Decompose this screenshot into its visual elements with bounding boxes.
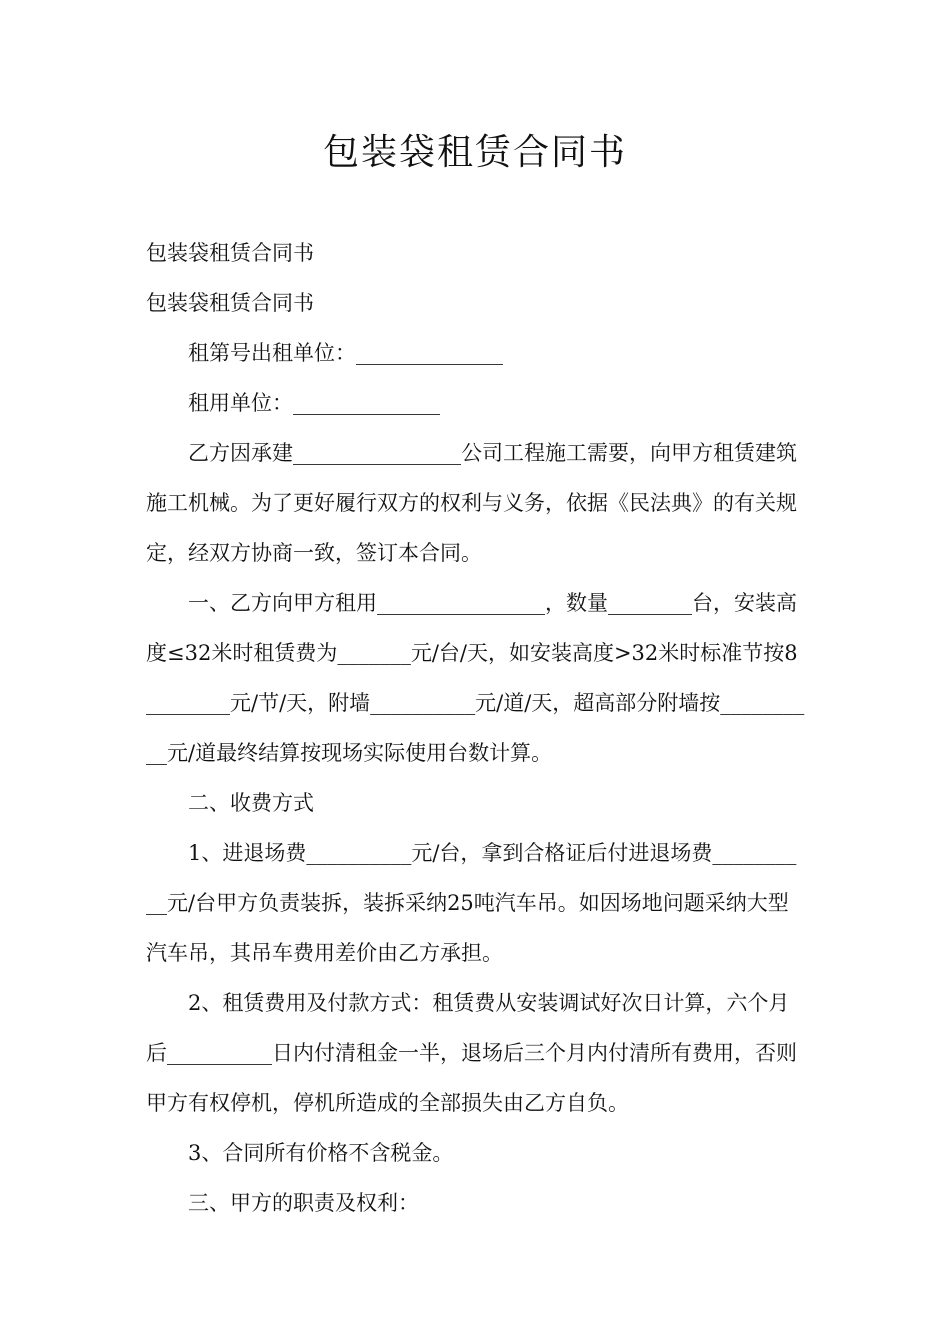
paragraph-heading-2: 包装袋租赁合同书 <box>146 291 314 315</box>
document-body <box>146 228 806 1228</box>
paragraph-section-2: 二、收费方式 <box>188 791 314 815</box>
paragraph-preamble: 乙方因承建________________公司工程施工需要，向甲方租赁建筑施工机械。为了更好履行双方的权利与义务，依据《民法典》的有关规定，经双方协商一致，签订本合同。 <box>146 441 797 565</box>
paragraph-lessor: 租第号出租单位：______________ <box>188 341 503 365</box>
paragraph-clause-2-1: 1、进退场费__________元/台，拿到合格证后付进退场费__________元/台甲方负责装拆，装拆采纳25吨汽车吊。如因场地问题采纳大型汽车吊，其吊车费用差价由乙方承担。 <box>146 841 797 965</box>
paragraph-clause-1: 一、乙方向甲方租用________________，数量________台，安装高度≤32米时租赁费为_______元/台/天，如安装高度>32米时标准节按8________元/节/天，附墙__________元/道/天，超高部分附墙按__________元/道最终结算按现场实际使用台数计算。 <box>146 591 805 765</box>
paragraph-heading-1: 包装袋租赁合同书 <box>146 241 314 265</box>
document-title: 包装袋租赁合同书 <box>322 132 627 173</box>
paragraph-lessee: 租用单位：______________ <box>188 391 440 415</box>
paragraph-clause-2-3: 3、合同所有价格不含税金。 <box>188 1141 454 1165</box>
paragraph-section-3: 三、甲方的职责及权利： <box>188 1191 419 1215</box>
paragraph-clause-2-2: 2、租赁费用及付款方式：租赁费从安装调试好次日计算，六个月后__________日内付清租金一半，退场后三个月内付清所有费用，否则甲方有权停机，停机所造成的全部损失由乙方自负。 <box>146 991 797 1115</box>
